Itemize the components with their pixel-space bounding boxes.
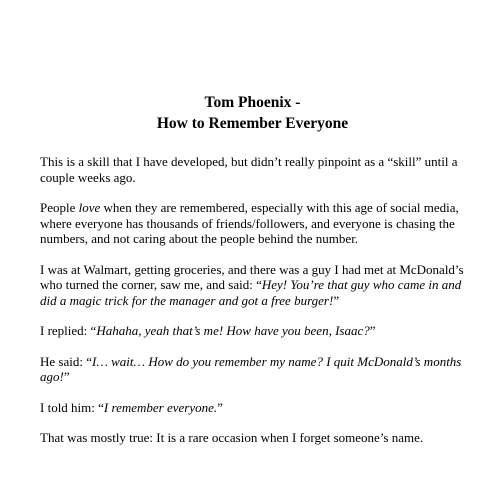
paragraph-people-love-text-start: People	[40, 200, 79, 215]
paragraph-intro	[40, 154, 465, 185]
paragraph-told-him-quote: I remember everyone.	[103, 399, 218, 415]
document-title	[40, 92, 465, 134]
paragraph-mostly-true-text: That was mostly true: It is a rare occasion when I forget someone’s name.	[40, 430, 424, 445]
paragraph-replied-text-start: I replied: “	[40, 323, 97, 338]
paragraph-people-love-emphasis: love	[78, 200, 101, 215]
paragraph-walmart-text-end: ”	[333, 292, 340, 308]
paragraph-walmart-text-start: I was at Walmart, getting groceries, and there was a guy I had met at McDonald’s who turned the corner, saw me, and said: “	[40, 261, 464, 292]
paragraph-he-said-text-end: ”	[63, 369, 70, 384]
paragraph-mostly-true	[40, 430, 465, 446]
paragraph-walmart-quote: Hey! You’re that guy who came in and did a magic trick for the manager and got a free burger!	[40, 277, 462, 308]
paragraph-he-said-text-start: He said: “	[40, 353, 92, 369]
document-page	[40, 92, 465, 461]
paragraph-told-him-text-start: I told him: “	[40, 399, 104, 415]
paragraph-intro-text: This is a skill that I have developed, but didn’t really pinpoint as a “skill” until a couple weeks ago.	[40, 154, 458, 185]
paragraph-told-him	[40, 400, 465, 416]
paragraph-he-said-quote: I… wait… How do you remember my name? I quit McDonald’s months ago!	[40, 353, 462, 384]
title-line-topic: How to Remember Everyone	[156, 115, 349, 132]
paragraph-he-said	[40, 354, 465, 385]
paragraph-replied-text-end: ”	[369, 323, 376, 338]
paragraph-people-love-text-end: when they are remembered, especially with this age of social media, where everyone has thousands of friends/followers, and everyone is chasing the numbers, and not caring about the people behind the number.	[40, 200, 459, 246]
paragraph-replied-quote: Hahaha, yeah that’s me! How have you been, Isaac?	[96, 323, 370, 338]
paragraph-replied	[40, 323, 465, 339]
paragraph-people-love	[40, 200, 465, 247]
paragraph-walmart	[40, 262, 465, 309]
title-line-author: Tom Phoenix -	[204, 94, 301, 111]
paragraph-told-him-text-end: ”	[217, 399, 223, 415]
